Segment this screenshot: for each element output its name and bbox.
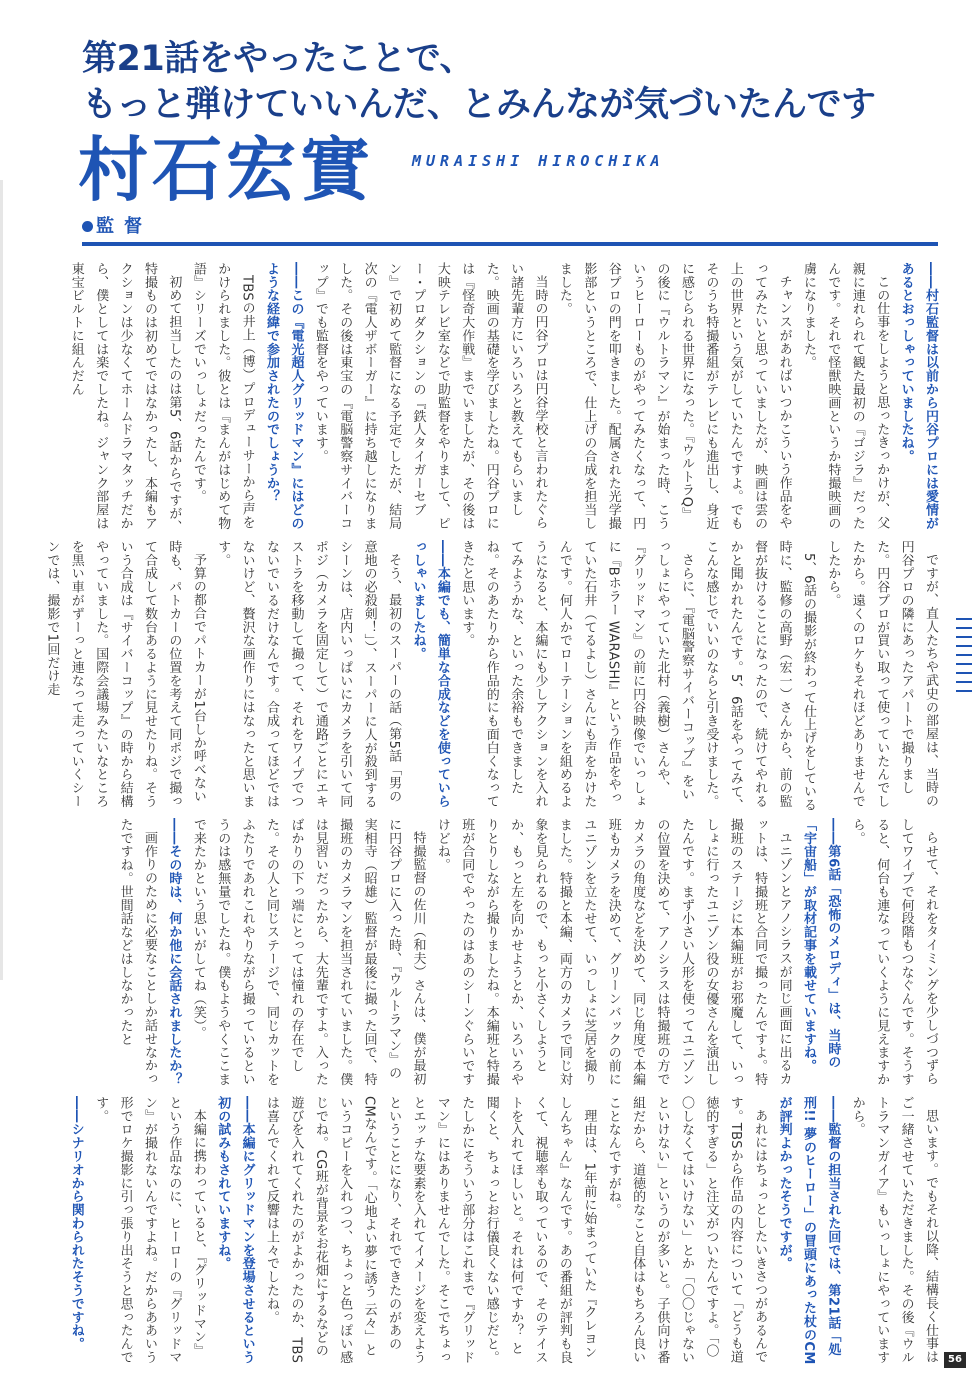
interview-question: ――シナリオから関わられたそうですね。	[68, 1096, 84, 1351]
interview-question: ――本編でも、簡単な合成などを使っていらっしゃいましたね。	[410, 540, 450, 808]
text-tier-1	[68, 262, 942, 534]
interview-answer: らせて、それをタイミングを少しづつずらしてワイプで何段階もつなぐんです。そうすると、何台も連なっていくように見えますから。	[849, 818, 938, 1086]
header-rule	[82, 242, 938, 246]
page-number: 56	[944, 1352, 966, 1368]
interview-answer: 本編に携わっていると、『グリッドマン』という作品なのに、ヒーローの『グリッドマン』が撮れないんですよね。だからああいう形でロケ撮影に引っ張り出そうと思ったんです。	[93, 1096, 206, 1364]
interview-answer: 当時の円谷プロは円谷学校と言われたぐらい諸先輩方にいろいろと教えてもらいました。映画の基礎を学びましたね。円谷プロには『怪奇大作戦』までいましたが、その後は大映テレビ室などで助監督をやりまして、ピー・プロダクションの『鉄人タイガーセブン』で初めて監督になる予定でしたが、結局次の『電人ザボーガー』に持ち越しになりました。その後は東宝の『電脳警察サイバーコップ』でも監督をやっています。	[312, 262, 548, 530]
role-text: 監督	[96, 216, 152, 237]
interviewee-name: 村石宏實	[78, 128, 374, 211]
headline-line-2: もっと弾けていいんだ、とみんなが気づいたんです	[82, 85, 876, 125]
interview-answer: チャンスがあればいつかこういう作品をやってみたいと思っていましたが、映画は雲の上の世界という気がしていたんですよ。でもそのうち特撮番組がテレビにも進出し、身近に感じられる世界になった。『ウルトラQ』の後に『ウルトラマン』が始まった時、こういうヒーローものがやってみたくなって、円谷プロの門を叩きました。配属された光学撮影部というところで、仕上げの合成を担当しました。	[556, 262, 792, 530]
page-edge-shadow	[0, 180, 3, 980]
interviewee-romaji: MURAISHI HIROCHIKA	[412, 152, 665, 170]
interview-answer: 理由は、1年前に始まっていた『クレヨンしんちゃん』なんです。あの番組が評判も良くて、視聴率も取っているので、そのテイストを入れてほしいと。それは何ですか？ と聞くと、ちょっとお行儀良くない感じだと。たしかにそういう部分はこれまで『グリッドマン』にはありませんでした。そこでちょっとエッチな要素を入れてイメージを変えようということになり、それでできたのがあのCMなんです。「心地よい夢に誘う 云々」というコピーを入れつつ、ちょっと色っぽい感じでね。CG班が背景をお花畑にするなどの遊びを入れてくれたのがよかったのか、TBSは喜んでくれて反響は上々でしたね。	[264, 1096, 597, 1364]
interview-question: ――本編にグリッドマンを登場させるという初の試みもされていますね。	[215, 1096, 255, 1364]
interview-answer: 5、6話の撮影が終わって仕上げをしている時に、監修の高野（宏一）さんから、前の監督が抜けることになったので、続けてやれるかと聞かれたんです。5、6話をやってみて、こんな感じでいいのならと引き受けました。	[703, 540, 816, 812]
headline	[82, 36, 942, 128]
interview-answer: 思います。でもそれ以降、結構長く仕事はご一緒させていただきました。その後『ウルトラマンガイア』もいっしょにやっていますから。	[849, 1096, 938, 1364]
text-tier-2	[44, 540, 942, 812]
interview-answer: この仕事をしようと思ったきっかけが、父親に連れられて観た最初の『ゴジラ』だったんです。それで怪獣映画というか特撮映画の虜になりました。	[800, 262, 890, 530]
interview-answer: そう、最初のスーパーの話（第5話「男の意地の必殺剣！」）、スーパーに人が殺到するシーンは、店内いっぱいにカメラを引いて同ポジ（カメラを固定して）で通路ごとにエキストラを移動して撮って、それをワイプでつないでいるだけなんです。合成ってほどではないけど、贅沢な画作りにはなったと思います。	[215, 540, 402, 809]
interview-answer: ユニゾンとアノシラスが同じ画面に出るカットは、特撮班と合同で撮ったんですよ。特撮班のステージに本編班がお邪魔して、いっしょに行ったユニゾン役の女優さんを演出したんです。まず小さい人形を使ってユニゾンの位置を決めて、アノシラスは特撮班の方でカメラの角度などを決めて、同じ角度で本編班もカメラを決めて、グリーンバックの前にユニゾンを立たせて、いっしょに芝居を撮りました。特撮と本編、両方のカメラで同じ対象を見られるので、もっと小さくしようとか、もっと左を向かせようとか、いろいろやりとりしながら撮りましたね。本編班と特撮班が合同でやったのはあのシーンぐらいですけどね。	[434, 818, 792, 1086]
bullet-icon	[82, 221, 93, 232]
interview-question: ――この『電光超人グリッドマン』にはどのような経緯で参加されたのでしょうか？	[264, 262, 304, 530]
interview-body	[44, 262, 942, 1365]
interview-answer: 画作りのために必要なことしか話せなかったですね。世間話などはしなかったと	[117, 818, 157, 1086]
interview-answer: さらに、『電脳警察サイバーコップ』をいっしょにやっていた北村（義樹）さんや、『グリッドマン』の前に円谷映像でいっしょに『Bホラー WARASHI』という作品をやっていた石井（てるよし）さんにも声をかけたんです。何人かでローテーションを組めるようになると、本編にも少しアクションを入れてみようかな、といった余裕もできましたね。そのあたりから作品的にも面白くなってきたと思います。	[459, 540, 694, 808]
text-tier-3	[80, 818, 942, 1090]
headline-line-1: 第21話をやったことで、	[82, 39, 475, 79]
interview-question: ――監督の担当された回では、第21話「処刑!! 夢のヒーロー」の冒頭にあった杖のCMが評判よかったそうですが。	[776, 1096, 841, 1365]
interview-answer: TBSの井上（博）プロデューサーから声をかけられました。彼とは『まんがはじめて物語』シリーズでいっしょだったんです。	[190, 262, 255, 530]
margin-marks	[956, 618, 972, 699]
interview-answer: 初めて担当したのは第5、6話からですが、特撮ものは初めてではなかったし、本編もアクションは少なくてホームドラマタッチだから、僕としては楽でしたね。ジャンク部屋は東宝ビルトに組んだん	[68, 262, 182, 534]
interview-question: ――その時は、何か他に会話されましたか？	[166, 818, 182, 1086]
interview-answer: ですが、直人たちや武史の部屋は、当時の円谷プロの隣にあったアパートで撮りました。円谷プロが買い取って使っていたんでしたから。遠くのロケもそれほどありませんでしたから。	[825, 540, 938, 808]
text-tier-4	[68, 1096, 942, 1368]
interview-answer: 特撮監督の佐川（和夫）さんは、僕が最初に円谷プロに入った時、『ウルトラマン』の実相寺（昭雄）監督が最後に撮った回で、特撮班のカメラマンを担当されていました。僕は見習いだったから、大先輩ですよ。入ったばかりの下っ端にとっては憧れの存在でした。その人と同じステージで、同じカットをふたりであれこれやりながら撮っているというのは感無量でしたね。僕もようやくここまで来たかという思いがしてね（笑）。	[190, 818, 426, 1086]
role-label	[82, 212, 152, 238]
interview-answer: あれにはちょっとしたいきさつがあるんです。TBSから作品の内容について「どうも道徳的すぎる」と注文がついたんですよ。「〇〇しなくてはいけない」とか「〇〇じゃないといけない」というのが多いと。子供向け番組だから、道徳的なこと自体はもちろん良いことなんですがね。	[605, 1096, 768, 1364]
interview-question: ――村石監督は以前から円谷プロには愛情があるとおっしゃっていましたね。	[898, 262, 938, 530]
interview-question: ――第6話「恐怖のメロディ」は、当時の「宇宙船」が取材記事を載せていますね。	[800, 818, 841, 1073]
interview-answer: 予算の都合でパトカーが1台しか呼べない時も、パトカーの位置を考えて同ポジで撮って合成して数台あるように見せたりね。そういう合成は『サイバーコップ』の時から結構やっていました。国際会議場みたいなところを黒い車がずーっと連なって走っていくシーンでは、撮影で1回だけ走	[44, 540, 206, 808]
